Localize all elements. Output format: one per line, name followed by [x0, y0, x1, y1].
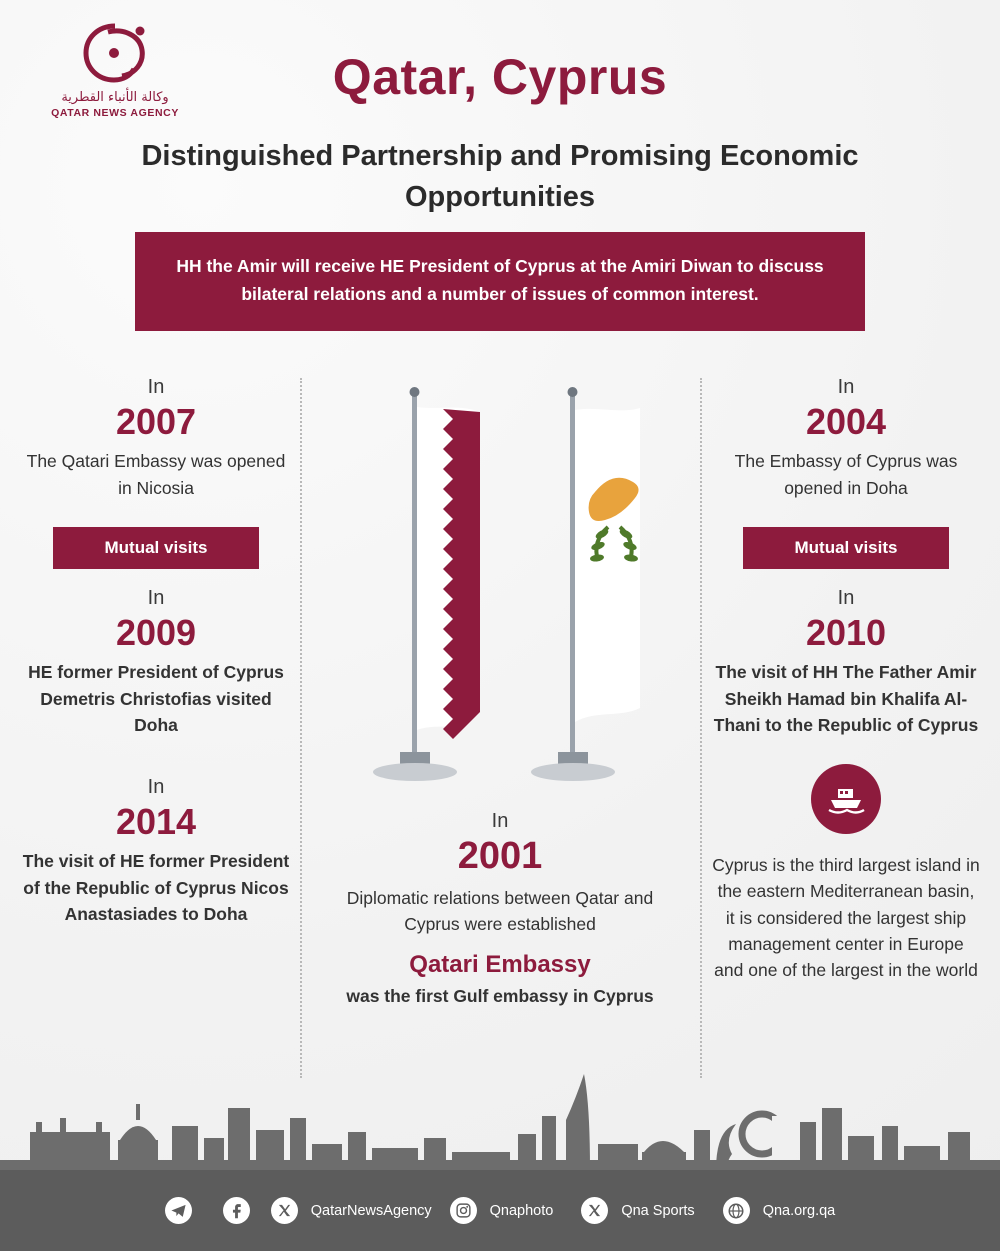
- year-label: 2010: [805, 611, 887, 653]
- item-description: Cyprus is the third largest island in the eastern Mediterranean basin, it is considered the largest ship management center in Europe and one of the largest in the world: [712, 855, 980, 981]
- logo-english-name: QATAR NEWS AGENCY: [51, 107, 179, 119]
- in-label: In: [147, 776, 165, 799]
- social-item-instagram[interactable]: [450, 1197, 554, 1224]
- fact-item: [712, 764, 980, 983]
- x-twitter-icon[interactable]: [581, 1197, 608, 1224]
- year-label: 2001: [457, 835, 543, 877]
- logo-arabic-name: وكالة الأنباء القطرية: [61, 90, 169, 105]
- in-label: In: [491, 810, 509, 832]
- social-label: Qnaphoto: [489, 1202, 554, 1219]
- flags-illustration: [320, 382, 680, 812]
- instagram-icon[interactable]: [450, 1197, 477, 1224]
- social-item-x-news[interactable]: [271, 1197, 432, 1224]
- social-item-x-sports[interactable]: [581, 1197, 694, 1224]
- in-label: In: [147, 376, 165, 398]
- social-item-telegram[interactable]: [165, 1197, 205, 1224]
- qatar-flag: [417, 407, 480, 749]
- timeline-column-left: [22, 376, 290, 953]
- telegram-icon[interactable]: [165, 1197, 192, 1224]
- timeline-column-right: [712, 376, 980, 1009]
- ship-icon: [811, 764, 881, 834]
- facebook-icon[interactable]: [223, 1197, 250, 1224]
- timeline-item: [712, 376, 980, 501]
- year-label: 2014: [115, 801, 197, 843]
- center-column: [320, 810, 680, 1009]
- item-description: HE former President of Cyprus Demetris Christofias visited Doha: [28, 662, 284, 735]
- timeline-item: [22, 776, 290, 927]
- page-title: Qatar, Cyprus: [332, 49, 668, 105]
- x-twitter-icon[interactable]: [271, 1197, 298, 1224]
- social-item-facebook[interactable]: [223, 1197, 263, 1224]
- item-description: The Qatari Embassy was opened in Nicosia: [26, 451, 286, 498]
- timeline-item: [22, 587, 290, 738]
- item-description: The visit of HE former President of the Republic of Cyprus Nicos Anastasiades to Doha: [22, 851, 290, 924]
- item-description: The visit of HH The Father Amir Sheikh Hamad bin Khalifa Al-Thani to the Republic of Cyprus: [713, 662, 979, 735]
- highlight-banner: HH the Amir will receive HE President of Cyprus at the Amiri Diwan to discuss bilateral relations and a number of issues of common interest.: [135, 232, 865, 331]
- in-label: In: [837, 586, 855, 609]
- year-label: 2009: [115, 611, 197, 653]
- item-description-secondary: was the first Gulf embassy in Cyprus: [346, 986, 654, 1007]
- item-description: The Embassy of Cyprus was opened in Doha: [734, 451, 958, 498]
- timeline-item: [712, 587, 980, 738]
- emphasis-text: Qatari Embassy: [409, 951, 591, 979]
- divider-left: [300, 378, 302, 1078]
- mutual-visits-chip: Mutual visits: [53, 527, 259, 569]
- social-item-website[interactable]: [723, 1197, 836, 1224]
- item-description: Diplomatic relations between Qatar and Cyprus were established: [346, 887, 654, 934]
- year-label: 2004: [805, 401, 887, 442]
- divider-right: [700, 378, 702, 1078]
- globe-icon[interactable]: [723, 1197, 750, 1224]
- page-subtitle: Distinguished Partnership and Promising Economic Opportunities: [141, 140, 859, 214]
- footer-social-bar: [0, 1170, 1000, 1251]
- social-label: Qna Sports: [621, 1202, 695, 1219]
- social-label: Qna.org.qa: [762, 1202, 836, 1219]
- in-label: In: [837, 376, 855, 398]
- year-label: 2007: [115, 401, 197, 442]
- timeline-item: [22, 376, 290, 501]
- social-label: QatarNewsAgency: [310, 1202, 432, 1219]
- in-label: In: [147, 586, 165, 609]
- mutual-visits-chip: Mutual visits: [743, 527, 949, 569]
- cyprus-flag: [575, 408, 640, 722]
- city-skyline-graphic: [0, 1060, 1000, 1170]
